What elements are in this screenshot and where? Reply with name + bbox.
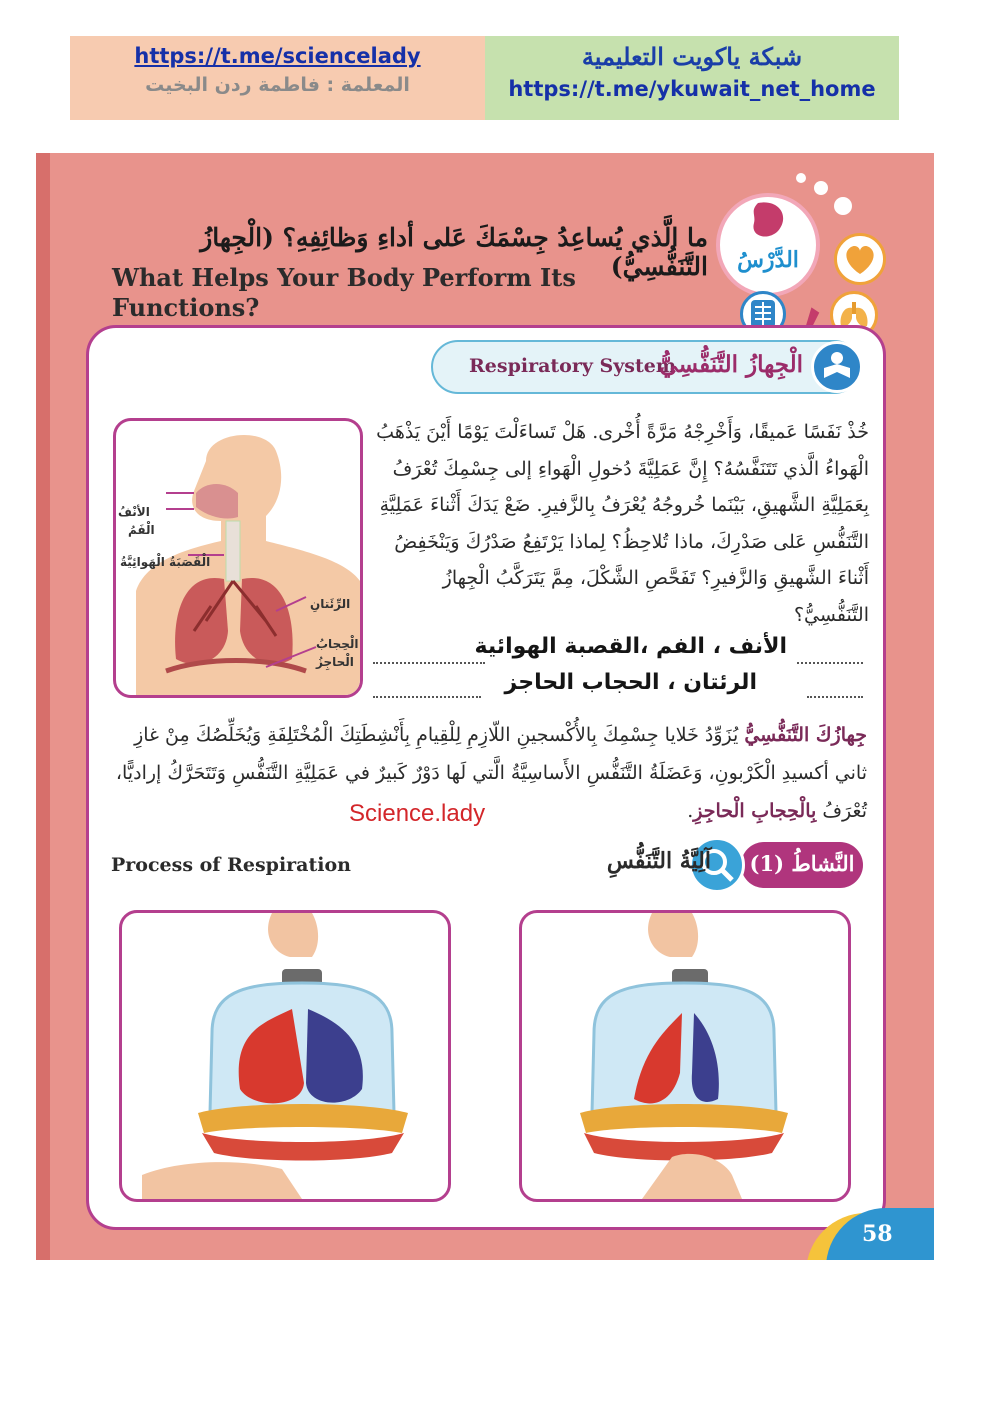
intro-paragraph: خُذْ نَفَسًا عَميقًا، وَأَخْرِجْهُ مَرَّةً أُخْرى. هَلْ تَساءَلْتَ يَوْمًا أَيْنَ يَذْهَبُ الْهَواءُ الَّذي تَتَنَفَّسُهُ؟ إِنَّ عَمَلِيَّةَ دُخولِ الْهَواءِ إلى جِسْمِكَ تُعْرَفُ بِعَمَلِيَّةِ الشَّهيقِ، بَيْنَما خُروجُهُ يُعْرَفُ بِالزَّفيرِ. ضَعْ يَدَكَ أَثْناءَ عَمَلِيَّةِ التَّنَفُّسِ عَلى صَدْرِكَ، ماذا تُلاحِظُ؟ لِماذا يَرْتَفِعُ صَدْرُكَ وَيَنْخَفِضُ أَثْناءَ الشَّهيقِ وَالزَّفيرِ؟ تَفَحَّصِ الشَّكْلَ، مِمَّ يَتَرَكَّبُ الْجِهازُ التَّنَفُّسِيُّ؟: [376, 421, 869, 626]
label-diaphragm-2: الْحاجِزُ: [316, 655, 354, 669]
channel-link-ykuwait[interactable]: https://t.me/ykuwait_net_home: [508, 77, 876, 101]
lesson-badge-label: الدَّرْسُ: [737, 247, 799, 273]
answer-line-1[interactable]: الأنف ، الفم ،القصبة الهوائية: [474, 634, 787, 659]
network-name: شبكة ياكويت التعليمية: [581, 42, 803, 71]
bubble-dot-icon: [834, 197, 852, 215]
page-number: 58: [862, 1221, 893, 1247]
teacher-name: المعلمة : فاطمة ردن البخيت: [145, 74, 410, 96]
summary-end: .: [687, 800, 694, 822]
page-edge-strip: [36, 153, 50, 1260]
watermark-text: Science.lady: [349, 800, 486, 827]
summary-bold-end: بِالْحِجابِ الْحاجِزِ: [693, 800, 817, 822]
header-right-band: [485, 36, 899, 120]
reader-icon: [811, 341, 863, 393]
bubble-dot-icon: [796, 173, 806, 183]
channel-link-sciencelady[interactable]: https://t.me/sciencelady: [134, 44, 421, 68]
summary-bold-start: جِهازُكَ التَّنَفُّسِيُّ: [744, 724, 867, 746]
summary-paragraph: [111, 716, 867, 830]
topic-title-arabic: الْجِهازُ التَّنَفُّسِيُّ: [659, 351, 803, 378]
book-page: [36, 153, 934, 1260]
answer-line-1-dots-right: [797, 662, 863, 664]
lesson-badge: [716, 193, 820, 297]
topic-header: [431, 340, 861, 394]
activity-label: النَّشاطُ (1): [749, 851, 855, 876]
answer-line-2-dots: [373, 696, 481, 698]
heart-icon: [837, 236, 883, 282]
heart-badge: [834, 233, 886, 285]
content-card: [86, 325, 886, 1230]
label-mouth: الْفَمُ: [128, 523, 155, 537]
stomach-icon: [720, 197, 816, 247]
answer-line-1-dots: [373, 662, 485, 664]
topic-title-english: Respiratory System: [469, 355, 676, 377]
lesson-title-english-line1: What Helps Your Body Perform Its Functions?: [112, 263, 576, 322]
respiratory-diagram: [113, 418, 363, 698]
bell-jar-photo-exhale: [519, 910, 851, 1202]
answer-line-2-dots-right: [807, 696, 863, 698]
summary-text: يُزَوِّدُ خَلايا جِسْمِكَ بِالأُكْسجينِ اللّازِمِ لِلْقِيامِ بِأَنْشِطَتِكَ الْمُخْتَلِفَةِ وَيُخَلِّصُكَ مِنْ غازِ ثاني أكسيدِ الْكَرْبونِ، وَعَضَلَةُ التَّنَفُّسِ الأَساسِيَّةُ الَّتي لَها دَوْرٌ كَبيرٌ في عَمَلِيَّةِ التَّنَفُّسِ وَتَتَحَرَّكُ إراديًّا، تُعْرَفُ: [115, 724, 867, 822]
bubble-dot-icon: [814, 181, 828, 195]
label-nose: الأنْفُ: [118, 505, 150, 519]
bell-jar-deflated-illustration: [522, 913, 848, 1199]
bell-jar-photo-inhale: [119, 910, 451, 1202]
activity-label-pill: [741, 842, 863, 888]
lesson-badge-cluster: [696, 173, 926, 333]
activity-title-arabic: آلِيَّةُ التَّنَفُّسِ: [606, 848, 711, 874]
answer-line-2[interactable]: الرئتان ، الحجاب الحاجز: [504, 670, 757, 695]
header-left-band: [70, 36, 485, 120]
label-lungs: الرِّئَتانِ: [310, 597, 351, 611]
lesson-title-arabic: ما الَّذي يُساعِدُ جِسْمَكَ عَلى أداءِ وَظائِفِهِ؟ (الْجِهازُ التَّنَفُّسِيُّ): [200, 223, 708, 281]
bell-jar-inflated-illustration: [122, 913, 448, 1199]
activity-title-english: Process of Respiration: [111, 854, 351, 876]
label-trachea: الْقَصَبَةُ الْهَوائِيَّةُ: [120, 555, 211, 569]
label-diaphragm-1: الْحِجابُ: [316, 637, 359, 651]
